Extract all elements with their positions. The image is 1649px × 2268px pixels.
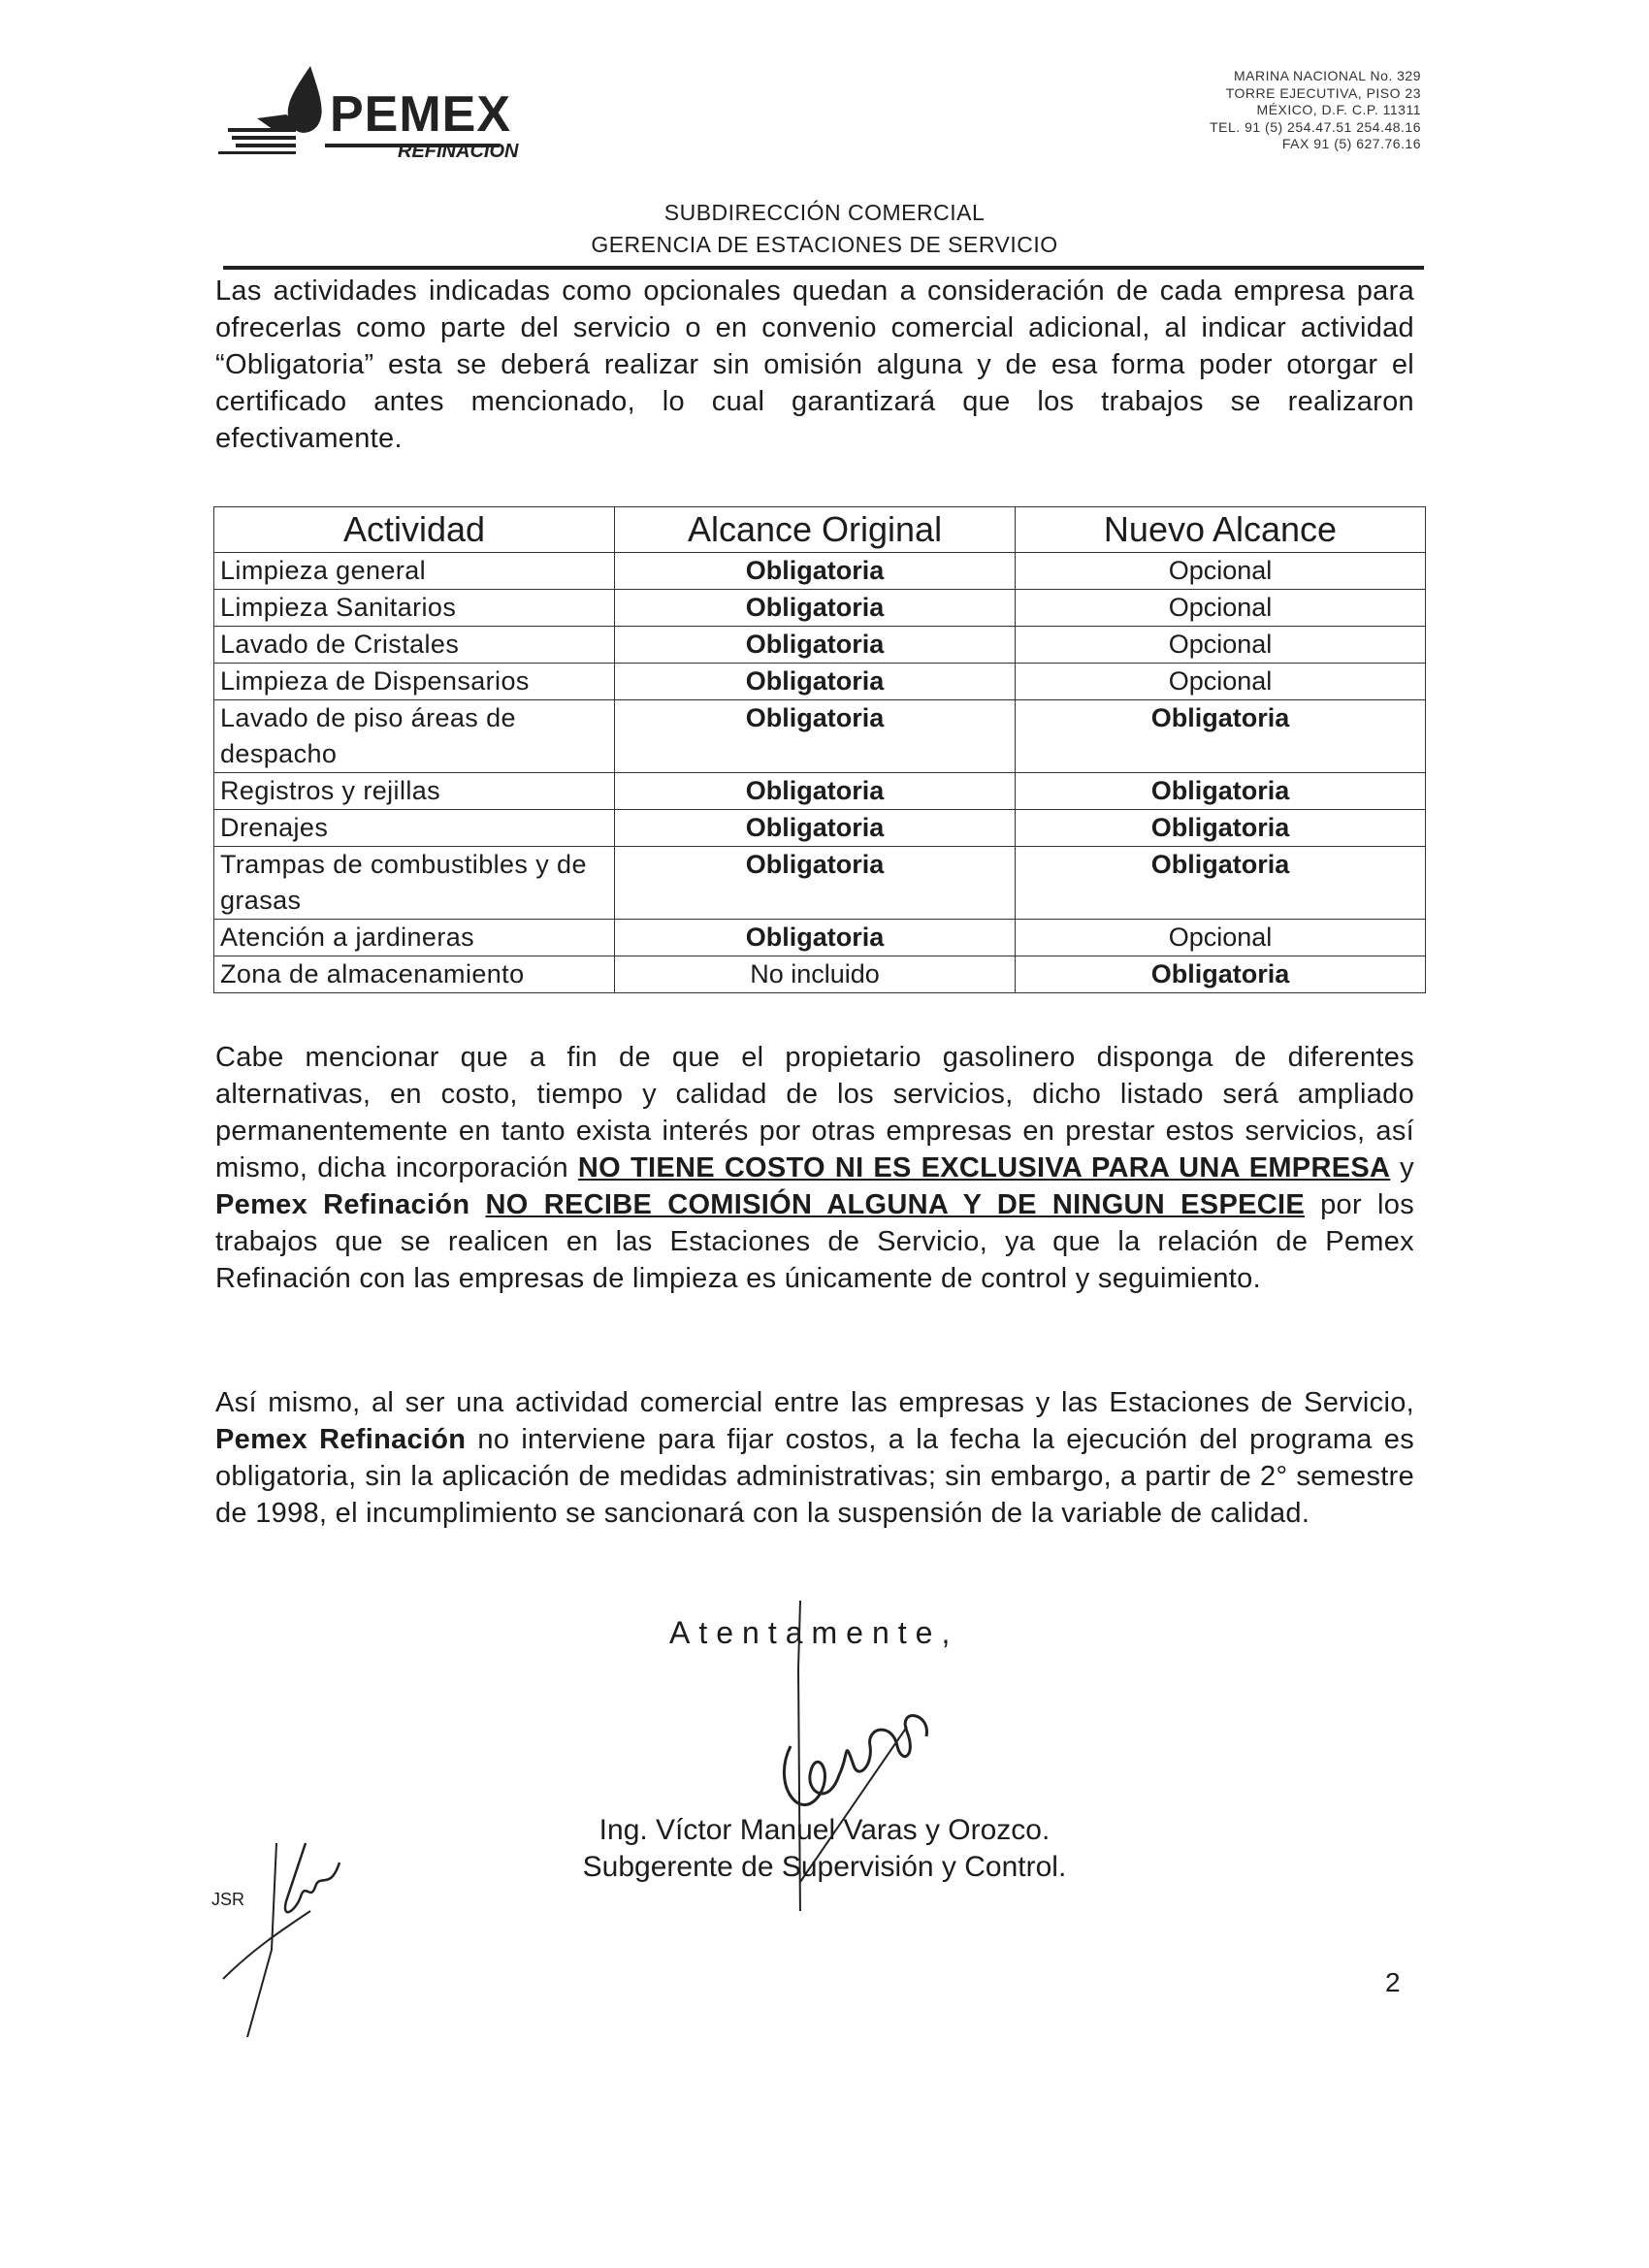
paragraph-text: Cabe mencionar que a fin de que el propietario gasolinero disponga de diferentes alternativas, en costo, tiempo y calidad de los servicios, dicho listado será ampliado permanentemente en tanto exista interés por otras empresas en prestar estos servicios, así mismo, dicha incorporación [215, 1042, 1414, 1183]
table-row [214, 700, 1426, 773]
activity-cell: Atención a jardineras [214, 920, 615, 956]
department-line: SUBDIRECCIÓN COMERCIAL [663, 200, 986, 225]
table-row [214, 773, 1426, 810]
table-row [214, 847, 1426, 920]
brand-mention: Pemex Refinación [215, 1424, 467, 1455]
column-header: Alcance Original [615, 507, 1016, 553]
paragraph-text: y [1390, 1152, 1414, 1183]
activity-cell: Lavado de piso áreas de despacho [214, 700, 615, 773]
initials-signature-image [213, 1833, 359, 2037]
table-header-row [214, 507, 1426, 553]
activities-table [213, 506, 1426, 993]
table-row [214, 627, 1426, 664]
brand-division: REFINACION [398, 141, 519, 162]
new-scope-cell: Obligatoria [1016, 700, 1426, 773]
table-row [214, 664, 1426, 700]
address-line: MARINA NACIONAL No. 329 [1233, 68, 1421, 83]
activity-cell: Trampas de combustibles y de grasas [214, 847, 615, 920]
intro-paragraph: Las actividades indicadas como opcionales quedan a consideración de cada empresa para ofrecerlas como parte del servicio o en convenio comercial adicional, al indicar actividad “Obligatoria” esta se deberá realizar sin omisión alguna y de esa forma poder otorgar el certificado antes mencionado, lo cual garantizará que los trabajos se realizaron efectivamente. [215, 275, 1414, 454]
activity-cell: Limpieza Sanitarios [214, 590, 615, 627]
original-scope-cell: Obligatoria [615, 847, 1016, 920]
paragraph-text: por los trabajos que se realicen en las Estaciones de Servicio, ya que la relación de Pemex Refinación con las empresas de limpieza es únicamente de control y seguimiento. [215, 1189, 1415, 1294]
original-scope-cell: Obligatoria [615, 590, 1016, 627]
original-scope-cell: Obligatoria [615, 920, 1016, 956]
new-scope-cell: Opcional [1016, 590, 1426, 627]
paragraph-text: no interviene para fijar costos, a la fecha la ejecución del programa es obligatoria, sin la aplicación de medidas administrativas; sin embargo, a partir de 2° semestre de 1998, el incumplimiento se sancionará con la suspensión de la variable de calidad. [215, 1424, 1414, 1529]
column-header: Nuevo Alcance [1016, 507, 1426, 553]
brand-wordmark: PEMEX [330, 86, 512, 143]
activity-cell: Limpieza de Dispensarios [214, 664, 615, 700]
new-scope-cell: Opcional [1016, 627, 1426, 664]
original-scope-cell: Obligatoria [615, 810, 1016, 847]
new-scope-cell: Obligatoria [1016, 810, 1426, 847]
paragraph-text [469, 1189, 485, 1220]
typist-initials: JSR [211, 1890, 245, 1909]
activity-cell: Registros y rejillas [214, 773, 615, 810]
no-cost-emphasis: NO TIENE COSTO NI ES EXCLUSIVA PARA UNA EMPRESA [577, 1152, 1391, 1183]
new-scope-cell: Obligatoria [1016, 773, 1426, 810]
original-scope-cell: Obligatoria [615, 627, 1016, 664]
table-row [214, 590, 1426, 627]
department-heading [0, 197, 1649, 261]
new-scope-cell: Opcional [1016, 920, 1426, 956]
address-line: MÉXICO, D.F. C.P. 11311 [1256, 102, 1421, 117]
table-row [214, 956, 1426, 993]
table-row [214, 920, 1426, 956]
alternatives-paragraph [215, 1039, 1414, 1297]
address-line: TEL. 91 (5) 254.47.51 254.48.16 [1210, 118, 1421, 135]
column-header: Actividad [214, 507, 615, 553]
page-number: 2 [1385, 1967, 1401, 1997]
brand-mention: Pemex Refinación [215, 1189, 470, 1220]
activity-cell: Zona de almacenamiento [214, 956, 615, 993]
header-rule [223, 266, 1424, 270]
signer-title: Subgerente de Supervisión y Control. [582, 1851, 1067, 1883]
original-scope-cell: Obligatoria [615, 700, 1016, 773]
activity-cell: Drenajes [214, 810, 615, 847]
paragraph-text: Así mismo, al ser una actividad comercial entre las empresas y las Estaciones de Servicio, [215, 1387, 1414, 1418]
address-block [1210, 68, 1421, 153]
original-scope-cell: Obligatoria [615, 553, 1016, 590]
costs-paragraph [215, 1384, 1414, 1532]
table-row [214, 810, 1426, 847]
signer-name: Ing. Víctor Manuel Varas y Orozco. [598, 1814, 1051, 1846]
original-scope-cell: No incluido [615, 956, 1016, 993]
address-line: FAX 91 (5) 627.76.16 [1281, 136, 1421, 151]
new-scope-cell: Opcional [1016, 664, 1426, 700]
table-row [214, 553, 1426, 590]
activity-cell: Limpieza general [214, 553, 615, 590]
new-scope-cell: Obligatoria [1016, 847, 1426, 920]
original-scope-cell: Obligatoria [615, 773, 1016, 810]
new-scope-cell: Opcional [1016, 553, 1426, 590]
closing-salutation: Atentamente, [669, 1615, 959, 1650]
no-commission-emphasis: NO RECIBE COMISIÓN ALGUNA Y DE NINGUN ESPECIE [485, 1189, 1305, 1220]
activity-cell: Lavado de Cristales [214, 627, 615, 664]
address-line: TORRE EJECUTIVA, PISO 23 [1225, 84, 1421, 101]
new-scope-cell: Obligatoria [1016, 956, 1426, 993]
original-scope-cell: Obligatoria [615, 664, 1016, 700]
department-line: GERENCIA DE ESTACIONES DE SERVICIO [591, 232, 1058, 257]
